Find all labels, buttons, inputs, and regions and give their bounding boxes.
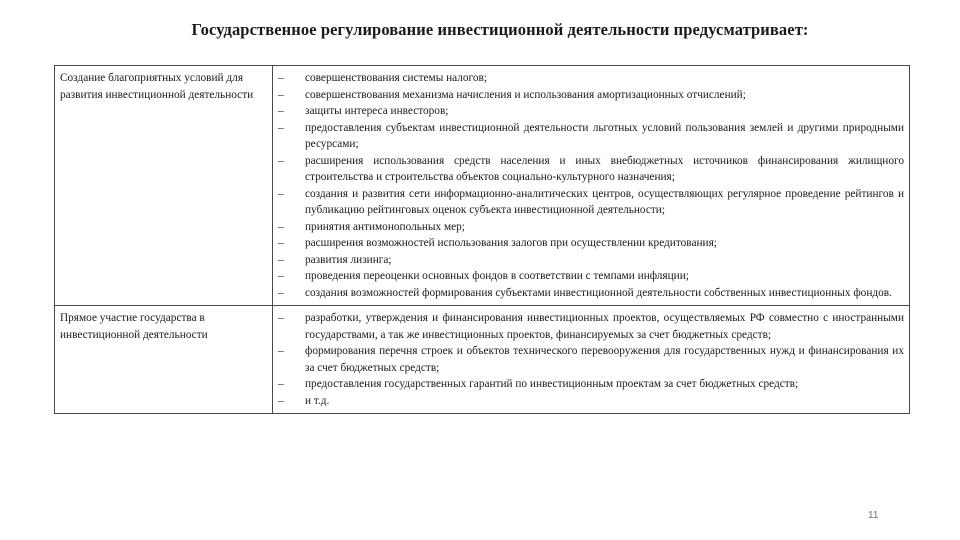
list-item <box>278 343 904 376</box>
list-item <box>278 285 904 302</box>
dash-bullet: – <box>278 187 284 200</box>
list-item-text: совершенствования механизма начисления и использования амортизационных отчислений; <box>305 88 746 101</box>
list-item-text: предоставления субъектам инвестиционной деятельности льготных условий пользования землей и другими природными ресурсами; <box>305 121 904 150</box>
list-item-text: защиты интереса инвесторов; <box>305 105 449 117</box>
list-item <box>278 153 904 186</box>
page-number: 11 <box>868 510 879 521</box>
list-item-text: и т.д. <box>305 394 330 407</box>
dash-bullet: – <box>278 253 284 266</box>
list-item <box>278 87 904 104</box>
dash-bullet: – <box>278 237 284 249</box>
row-category-label: Создание благоприятных условий для развития инвестиционной деятельности <box>55 66 273 306</box>
dash-bullet: – <box>278 105 284 117</box>
dash-bullet: – <box>278 72 284 84</box>
list-item <box>278 120 904 153</box>
list-item-text: развития лизинга; <box>305 253 392 266</box>
list-item-text: проведения переоценки основных фондов в соответствии с темпами инфляции; <box>305 270 689 282</box>
list-item <box>278 235 904 252</box>
list-item <box>278 186 904 219</box>
dash-bullet: – <box>278 154 284 167</box>
list-item-text: совершенствования системы налогов; <box>305 72 488 84</box>
dash-bullet: – <box>278 286 284 299</box>
list-item-text: разработки, утверждения и финансирования инвестиционных проектов, осуществляемых РФ совместно с иностранными государствами, а так же инвестиционных проектов, финансируемых за счет бюджетных средств; <box>305 312 904 341</box>
list-item-text: расширения возможностей использования залогов при осуществлении кредитования; <box>305 237 717 249</box>
regulation-table <box>54 65 910 414</box>
list-item-text: создания и развития сети информационно-аналитических центров, осуществляющих регулярное проведение рейтингов и публикацию рейтинговых оценок субъекта инвестиционной деятельности; <box>305 187 904 216</box>
list-item <box>278 393 904 410</box>
dash-bullet: – <box>278 121 284 134</box>
list-item <box>278 252 904 269</box>
dash-bullet: – <box>278 220 284 233</box>
dash-bullet: – <box>278 394 284 407</box>
dash-bullet: – <box>278 378 284 390</box>
list-item-text: формирования перечня строек и объектов технического перевооружения для государственных нужд и финансирования их за счет бюджетных средств; <box>305 345 904 374</box>
dash-bullet: – <box>278 270 284 282</box>
row-measures-list <box>273 66 910 306</box>
row-measures-list <box>273 306 910 414</box>
dash-bullet: – <box>278 88 284 101</box>
dash-bullet: – <box>278 312 284 324</box>
list-item <box>278 70 904 87</box>
list-item <box>278 219 904 236</box>
list-item <box>278 268 904 285</box>
table-row <box>55 306 910 414</box>
list-item-text: принятия антимонопольных мер; <box>305 220 465 233</box>
dash-bullet: – <box>278 345 284 357</box>
list-item-text: предоставления государственных гарантий по инвестиционным проектам за счет бюджетных средств; <box>305 378 799 390</box>
list-item-text: создания возможностей формирования субъектами инвестиционной деятельности собственных инвестиционных фондов. <box>305 286 892 299</box>
list-item <box>278 376 904 393</box>
row-category-label: Прямое участие государства в инвестиционной деятельности <box>55 306 273 414</box>
list-item <box>278 103 904 120</box>
list-item <box>278 310 904 343</box>
list-item-text: расширения использования средств населения и иных внебюджетных источников финансирования жилищного строительства и строительства объектов социально-культурного назначения; <box>305 154 904 183</box>
table-row <box>55 66 910 306</box>
slide-title: Государственное регулирование инвестиционной деятельности предусматривает: <box>191 20 809 39</box>
